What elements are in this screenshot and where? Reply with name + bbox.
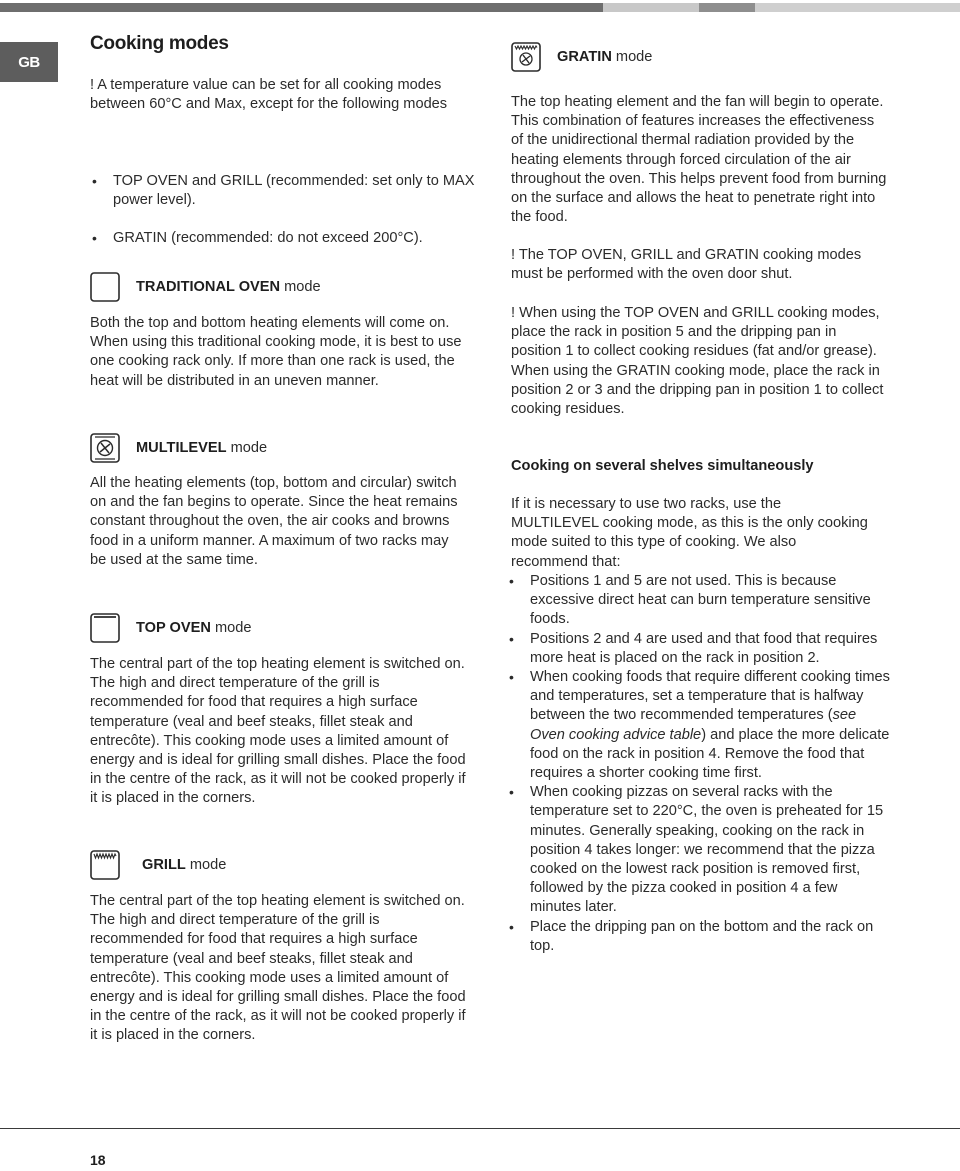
page-title: Cooking modes: [90, 33, 229, 54]
list-item: • TOP OVEN and GRILL (recommended: set only to MAX power level).: [90, 172, 475, 210]
list-item-text: ) and place the more delicate food on the rack in position 4. Remove the food that requires a shorter cooking time first.: [530, 726, 890, 782]
list-item: • Positions 2 and 4 are used and that food that requires more heat is placed on the rack in position 2.: [507, 630, 892, 668]
language-tab: GB: [0, 42, 58, 82]
mode-name: GRATIN: [557, 49, 612, 65]
multilevel-heading: [90, 433, 267, 463]
top-oven-icon: [90, 613, 120, 643]
mode-name: TOP OVEN: [136, 620, 211, 636]
gratin-text: The top heating element and the fan will begin to operate. This combination of features increases the effectiveness of the unidirectional thermal radiation provided by the heating elements through forced circulation of the air throughout the oven. This helps prevent food from burning on the surface and allows the heat to penetrate right into the food.: [511, 94, 887, 226]
advice-table-reference: see Oven cooking advice table: [530, 707, 857, 743]
header-bar-segment: [0, 3, 603, 12]
mode-name: GRILL: [142, 857, 186, 873]
traditional-oven-text: Both the top and bottom heating elements will come on. When using this traditional cooking mode, it is best to use one cooking rack only. If more than one rack is used, the heat will be distributed in an uneven manner.: [90, 315, 462, 389]
multilevel-text: All the heating elements (top, bottom and circular) switch on and the fan begins to operate. Since the heat remains constant throughout the oven, the air cooks and browns food in a uniform manner. A maximum of two racks may be used at the same time.: [90, 475, 458, 568]
header-bar-segment: [699, 3, 755, 12]
multilevel-fan-icon: [90, 433, 120, 463]
grill-heading: [90, 850, 226, 880]
grill-icon: [90, 850, 120, 880]
mode-suffix: mode: [226, 440, 268, 456]
gratin-icon: [511, 42, 541, 72]
list-item: • When cooking pizzas on several racks with the temperature set to 220°C, the oven is preheated for 15 minutes. Generally speaking, cooking on the rack in position 4 takes longer: we recommend that the pizza cooked on the lowest rack position is removed first, followed by the pizza cooked in position 4 a few minutes later.: [507, 783, 892, 917]
rack-position-note: ! When using the TOP OVEN and GRILL cooking modes, place the rack in position 5 and the dripping pan in position 1 to collect cooking residues (fat and/or grease). When using the GRATIN cooking mode, place the rack in position 2 or 3 and the dripping pan in position 1 to collect cooking residues.: [511, 305, 884, 418]
mode-suffix: mode: [280, 279, 321, 295]
page-number: 18: [90, 1152, 106, 1168]
top-oven-heading: [90, 613, 251, 643]
traditional-oven-icon: [90, 272, 120, 302]
door-shut-note: ! The TOP OVEN, GRILL and GRATIN cooking modes must be performed with the oven door shut.: [511, 247, 862, 283]
top-oven-text: The central part of the top heating element is switched on. The high and direct temperature of the grill is recommended for food that requires a high surface temperature (veal and beef steaks, fillet steak and entrecôte). This cooking mode uses a limited amount of energy and is ideal for grilling small dishes. Place the food in the centre of the rack, as it will not be cooked properly if it is placed in the corners.: [90, 656, 466, 807]
list-item: • GRATIN (recommended: do not exceed 200°C).: [90, 229, 475, 248]
list-item: • Place the dripping pan on the bottom and the rack on top.: [507, 918, 892, 956]
mode-suffix: mode: [210, 620, 252, 636]
header-bar-segment: [603, 3, 699, 12]
traditional-oven-heading: [90, 272, 321, 302]
list-item-text: When cooking foods that require different cooking times and temperatures, set a temperature that is halfway between the two recommended temperatures (: [530, 669, 890, 724]
shelves-heading: Cooking on several shelves simultaneously: [511, 458, 814, 474]
shelves-bullet-list: [507, 572, 892, 956]
intro-bullet-list: [90, 172, 475, 249]
intro-warning: ! A temperature value can be set for all cooking modes between 60°C and Max, except for the following modes: [90, 77, 448, 113]
header-bar-segment: [755, 3, 960, 12]
footer-divider: [0, 1128, 960, 1129]
shelves-intro: If it is necessary to use two racks, use the MULTILEVEL cooking mode, as this is the only cooking mode suited to this type of cooking. We also recommend that:: [511, 496, 868, 570]
mode-suffix: mode: [611, 49, 653, 65]
header-bar: [0, 0, 960, 12]
mode-name: MULTILEVEL: [136, 440, 227, 456]
mode-name: TRADITIONAL OVEN: [136, 279, 281, 295]
mode-suffix: mode: [185, 857, 227, 873]
gratin-heading: [511, 42, 652, 72]
list-item: • Positions 1 and 5 are not used. This is because excessive direct heat can burn temperature sensitive foods.: [507, 572, 892, 630]
list-item: [507, 668, 892, 783]
grill-text: The central part of the top heating element is switched on. The high and direct temperature of the grill is recommended for food that requires a high surface temperature (veal and beef steaks, fillet steak and entrecôte). This cooking mode uses a limited amount of energy and is ideal for grilling small dishes. Place the food in the centre of the rack, as it will not be cooked properly if it is placed in the corners.: [90, 893, 466, 1044]
